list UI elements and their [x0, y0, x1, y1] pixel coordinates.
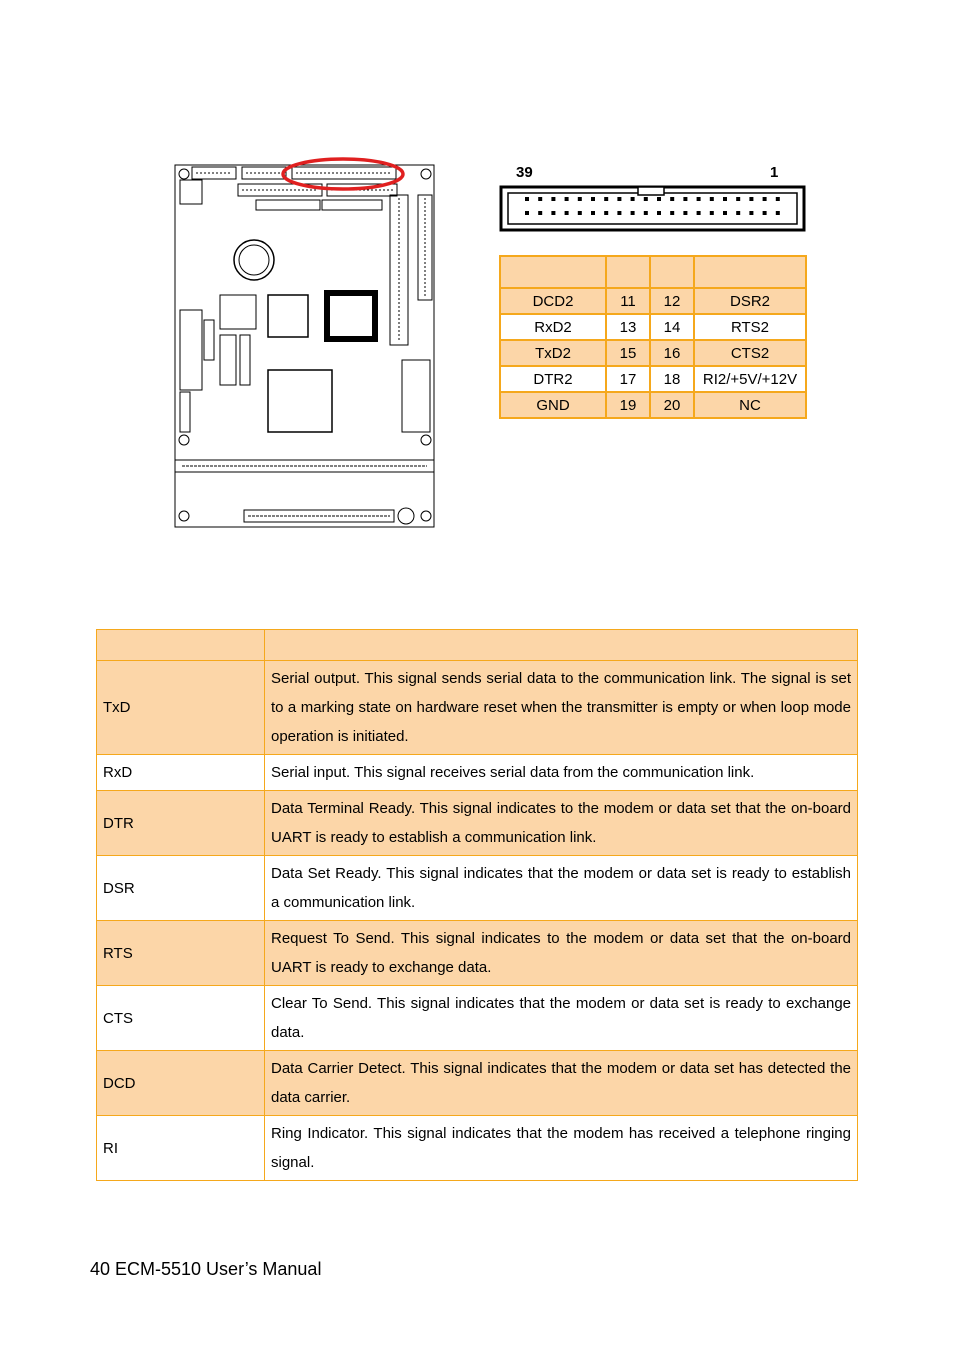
- signal-name: CTS: [97, 986, 265, 1051]
- signal-table-row: [97, 755, 858, 791]
- connector-pin: [565, 197, 569, 201]
- signal-table-row: [97, 986, 858, 1051]
- connector-pin: [683, 211, 687, 215]
- signal-name: RxD: [97, 755, 265, 791]
- connector-pin: [551, 211, 555, 215]
- signal-name: DSR: [97, 856, 265, 921]
- signal-description: Data Terminal Ready. This signal indicates to the modem or data set that the on-board UART is ready to establish a communication link.: [265, 791, 858, 856]
- connector-pin: [723, 211, 727, 215]
- pin-table-row: TxD2 15 16 CTS2: [500, 340, 806, 366]
- connector-pin: [657, 197, 661, 201]
- connector-pin: [591, 197, 595, 201]
- connector-pin: [749, 211, 753, 215]
- signal-name: DCD: [97, 1051, 265, 1116]
- pin-table-header-row: [500, 256, 806, 288]
- signal-description: Serial input. This signal receives serial data from the communication link.: [265, 755, 858, 791]
- signal-table-row: [97, 921, 858, 986]
- signal-table-row: [97, 1116, 858, 1181]
- connector-pin: [763, 197, 767, 201]
- connector-pin: [538, 211, 542, 215]
- connector-pin: [644, 197, 648, 201]
- signal-table-row: [97, 1051, 858, 1116]
- pin-table-row: GND 19 20 NC: [500, 392, 806, 418]
- pin-assignment-table: [499, 255, 807, 419]
- signal-description: Serial output. This signal sends serial data to the communication link. The signal is set to a marking state on hardware reset when the transmitter is empty or when loop mode operation is initiated.: [265, 661, 858, 755]
- connector-pin: [763, 211, 767, 215]
- signal-name: RTS: [97, 921, 265, 986]
- signal-table-row: [97, 661, 858, 755]
- connector-pin: [644, 211, 648, 215]
- connector-pin: [749, 197, 753, 201]
- pin-table-row: RxD2 13 14 RTS2: [500, 314, 806, 340]
- connector-pin: [578, 197, 582, 201]
- connector-pin: [604, 211, 608, 215]
- signal-table-header-row: [97, 630, 858, 661]
- connector-pin: [736, 211, 740, 215]
- signal-description: Data Carrier Detect. This signal indicates that the modem or data set has detected the data carrier.: [265, 1051, 858, 1116]
- connector-pin: [776, 197, 780, 201]
- connector-pin-label-right: 1: [770, 164, 779, 181]
- connector-pin: [697, 197, 701, 201]
- signal-description: Ring Indicator. This signal indicates that the modem has received a telephone ringing signal.: [265, 1116, 858, 1181]
- connector-pin: [578, 211, 582, 215]
- signal-name: TxD: [97, 661, 265, 755]
- connector-pin: [538, 197, 542, 201]
- connector-pin: [604, 197, 608, 201]
- signal-description: Data Set Ready. This signal indicates that the modem or data set is ready to establish a communication link.: [265, 856, 858, 921]
- signal-description: Request To Send. This signal indicates to the modem or data set that the on-board UART is ready to exchange data.: [265, 921, 858, 986]
- connector-pin: [670, 197, 674, 201]
- connector-pin: [617, 211, 621, 215]
- connector-pin: [617, 197, 621, 201]
- connector-pin: [710, 211, 714, 215]
- signal-name: RI: [97, 1116, 265, 1181]
- connector-pin: [631, 211, 635, 215]
- connector-pin: [710, 197, 714, 201]
- connector-pin: [525, 211, 529, 215]
- pin-table-row: DCD2 11 12 DSR2: [500, 288, 806, 314]
- signal-name: DTR: [97, 791, 265, 856]
- board-layout-diagram: [172, 150, 442, 532]
- signal-table-row: [97, 856, 858, 921]
- connector-pin: [657, 211, 661, 215]
- connector-pin: [736, 197, 740, 201]
- connector-pin: [565, 211, 569, 215]
- connector-pin: [631, 197, 635, 201]
- connector-pin: [525, 197, 529, 201]
- signal-table-row: [97, 791, 858, 856]
- signal-description: Clear To Send. This signal indicates that the modem or data set is ready to exchange data.: [265, 986, 858, 1051]
- connector-pin: [670, 211, 674, 215]
- signal-description-table: [96, 629, 858, 1181]
- connector-pin: [551, 197, 555, 201]
- connector-pin: [697, 211, 701, 215]
- connector-pin: [683, 197, 687, 201]
- connector-pin: [776, 211, 780, 215]
- connector-pin: [723, 197, 727, 201]
- connector-pin: [591, 211, 595, 215]
- connector-pin-label-left: 39: [516, 164, 533, 181]
- pin-table-row: DTR2 17 18 RI2/+5V/+12V: [500, 366, 806, 392]
- connector-diagram: [498, 160, 808, 240]
- page-footer: 40 ECM-5510 User’s Manual: [90, 1259, 322, 1279]
